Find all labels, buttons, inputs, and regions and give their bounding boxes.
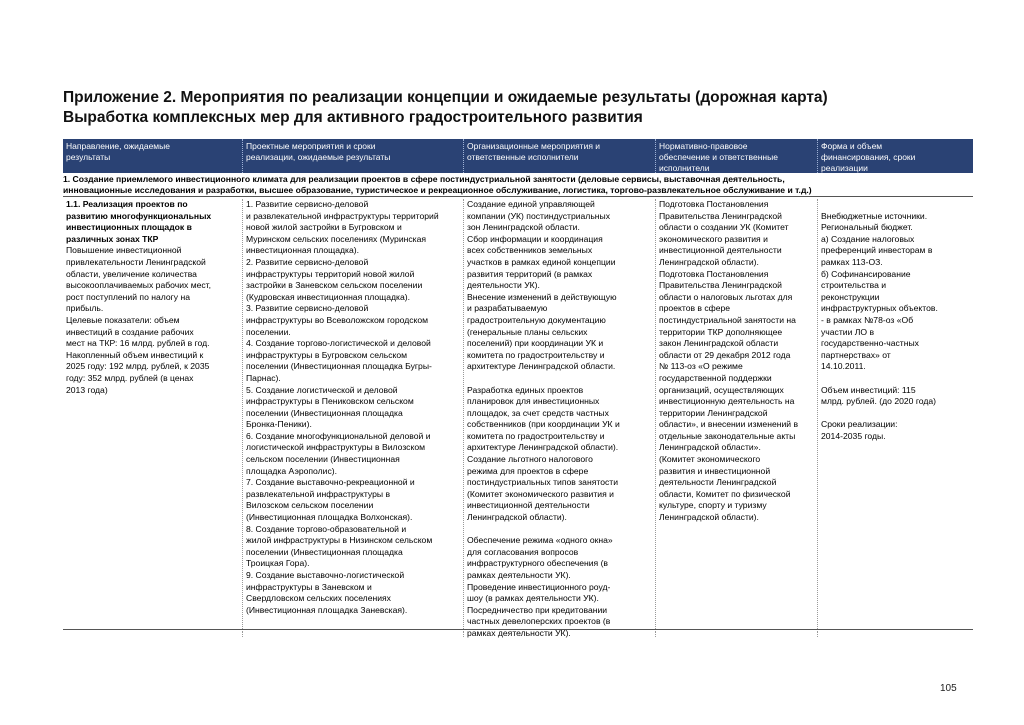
cell-text-line: Создание льготного налогового (467, 454, 593, 465)
header-project-measures (243, 139, 464, 173)
cell-text-line: участков в рамках единой концепции (467, 256, 616, 267)
cell-text-line: режима для проектов в сфере (467, 465, 589, 476)
cell-text-line: высокооплачиваемых рабочих мест, (66, 280, 212, 291)
cell-text-line: собственников (при координации УК и (467, 419, 620, 430)
cell-text-line: области», и внесении изменений в (659, 419, 799, 430)
cell-text-line: Разработка единых проектов (467, 384, 584, 395)
cell-text-line: (Инвестиционная площадка Заневская). (246, 604, 408, 615)
cell-text-line: частных девелоперских проектов (в (467, 616, 611, 627)
cell-text-line: территории ТКР дополняющее (659, 326, 783, 337)
header-text: Нормативно-правовое (659, 141, 748, 151)
cell-text-line: области от 29 декабря 2012 года (659, 349, 791, 360)
cell-text-line: деятельности УК). (467, 280, 540, 291)
header-text: ответственные исполнители (467, 152, 579, 162)
cell-text-line (821, 199, 970, 211)
cell-project-measures (243, 199, 464, 629)
cell-text-line: Подготовка Постановления (659, 199, 769, 209)
cell-text-line: реконструкции (821, 291, 880, 302)
cell-text-line: инфраструктуры в Бугровском сельском (246, 349, 408, 360)
header-organizational-measures (464, 139, 656, 173)
cell-text-line: комитета по градостроительству и (467, 349, 605, 360)
cell-text-line: Бронка-Пеники). (246, 419, 312, 430)
cell-text-line: Проведение инвестиционного роуд- (467, 581, 611, 592)
cell-text-line: (Кудровская инвестиционная площадка). (246, 291, 411, 302)
cell-text-line: инвестиционную деятельность на (659, 396, 795, 407)
cell-text-line: а) Создание налоговых (821, 233, 915, 244)
cell-text-line: 8. Создание торгово-образовательной и (246, 523, 407, 534)
cell-organizational-measures (464, 199, 656, 638)
cell-text-line (821, 408, 970, 420)
cell-financing (818, 199, 973, 629)
cell-text-line: архитектуре Ленинградской области. (467, 361, 616, 372)
cell-text-line: государственной поддержки (659, 372, 772, 383)
cell-text-line: Правительства Ленинградской (659, 210, 782, 221)
cell-text-line: логистической инфраструктуры в Вилозском (246, 442, 426, 453)
cell-text-line: развлекательной инфраструктуры в (246, 488, 391, 499)
header-text: финансирования, сроки (821, 152, 916, 162)
cell-text-line: партнерствах» от (821, 349, 891, 360)
cell-text-line: проектов в сфере (659, 303, 731, 314)
cell-text-line: рамках 113-ОЗ. (821, 256, 883, 267)
cell-text-line: области о создании УК (Комитет (659, 222, 789, 233)
cell-text-line: инвестиционных площадок в (66, 222, 192, 233)
cell-text-line: инфраструктуры в Пениковском сельском (246, 396, 414, 407)
cell-text-line: инфраструктуры территорий новой жилой (246, 268, 415, 279)
cell-text-line: развитию многофункциональных (66, 210, 212, 221)
cell-text-line: площадка Аэрополис). (246, 465, 337, 476)
cell-text-line: области, Комитет по физической (659, 488, 791, 499)
cell-text-line: году: 352 млрд. рублей (в ценах (66, 372, 194, 383)
cell-text-line: поселении (Инвестиционная площадка Бугры- (246, 361, 432, 372)
cell-text-line: Троицкая Гора). (246, 558, 310, 569)
cell-text-line: Внесение изменений в действующую (467, 291, 617, 302)
cell-text-line: Ленинградской области). (467, 512, 567, 523)
cell-text-line: области, увеличение количества (66, 268, 197, 279)
cell-text-line: инфраструктурных объектов. (821, 303, 938, 314)
cell-text-line: Повышение инвестиционной (66, 245, 182, 256)
header-text: результаты (66, 152, 111, 162)
header-financing (818, 139, 973, 173)
cell-text-line: поселении (Инвестиционная площадка (246, 407, 403, 418)
cell-text-line: Ленинградской области». (659, 442, 761, 453)
cell-text-line: инвестиционной деятельности (659, 245, 782, 256)
page-subtitle: Выработка комплексных мер для активного градостроительного развития (63, 109, 643, 126)
cell-text-line: и разрабатываемую (467, 303, 548, 314)
cell-text-line: новой жилой застройки в Бугровском и (246, 222, 402, 233)
cell-text-line: 5. Создание логистической и деловой (246, 384, 398, 395)
cell-text-line: области о налоговых льготах для (659, 291, 793, 302)
cell-text-line: рамках деятельности УК). (467, 627, 571, 638)
cell-text-line: инфраструктуры в Заневском и (246, 581, 372, 592)
cell-text-line: Сроки реализации: (821, 419, 898, 430)
cell-text-line: Свердловском сельских поселениях (246, 593, 391, 604)
cell-text-line: и развлекательной инфраструктуры территорий (246, 210, 439, 221)
cell-text-line: (генеральные планы сельских (467, 326, 588, 337)
cell-text-line: Региональный бюджет. (821, 222, 913, 233)
cell-text-line: зон Ленинградской области. (467, 222, 580, 233)
cell-text-line: планировок для инвестиционных (467, 396, 600, 407)
cell-text-line: поселений) при координации УК и (467, 338, 604, 349)
cell-text-line: жилой инфраструктуры в Низинском сельском (246, 535, 433, 546)
section-heading-line: 1. Создание приемлемого инвестиционного климата для реализации проектов в сфере постиндустриальной занятости (деловые сервисы, выставочная деятельность, (63, 174, 785, 184)
cell-text-line: млрд. рублей. (до 2020 года) (821, 396, 937, 407)
cell-text-line: развития территорий (в рамках (467, 268, 593, 279)
cell-text-line: 2013 года) (66, 384, 108, 395)
cell-text-line: Внебюджетные источники. (821, 210, 928, 221)
cell-text-line: Ленинградской области). (659, 512, 759, 523)
cell-text-line: Ленинградской области). (659, 256, 759, 267)
cell-text-line: привлекательности Ленинградской (66, 256, 206, 267)
cell-text-line: инфраструктуры во Всеволожском городском (246, 314, 429, 325)
cell-text-line: государственно-частных (821, 338, 919, 349)
header-direction (63, 139, 243, 173)
cell-text-line: 6. Создание многофункциональной деловой и (246, 430, 431, 441)
cell-text-line (467, 524, 652, 536)
cell-text-line: поселении. (246, 326, 291, 337)
cell-text-line: мест на ТКР: 16 млрд. рублей в год. (66, 338, 210, 349)
cell-text-line: рамках деятельности УК). (467, 570, 571, 580)
cell-text-line: застройки в Заневском сельском поселении (246, 280, 423, 291)
cell-text-line: (Комитет экономического развития и (467, 488, 614, 499)
header-text: Направление, ожидаемые (66, 141, 170, 151)
cell-text-line: участии ЛО в (821, 326, 875, 337)
cell-direction (63, 199, 243, 629)
cell-text-line: сельском поселении (Инвестиционная (246, 454, 400, 465)
page-number: 105 (940, 683, 957, 694)
section-heading (63, 174, 973, 197)
cell-text-line: рост поступлений по налогу на (66, 291, 191, 302)
header-legal-support (656, 139, 818, 173)
cell-text-line (821, 373, 970, 385)
cell-text-line: инвестиционная площадка). (246, 245, 360, 256)
cell-text-line: 9. Создание выставочно-логистической (246, 570, 405, 580)
cell-text-line: архитектуре Ленинградской области). (467, 442, 619, 453)
cell-text-line: различных зонах ТКР (66, 233, 159, 244)
cell-text-line: 3. Развитие сервисно-деловой (246, 303, 369, 314)
cell-text-line: б) Софинансирование (821, 268, 911, 279)
cell-text-line: (Комитет экономического (659, 454, 761, 465)
cell-text-line: Накопленный объем инвестиций к (66, 349, 204, 360)
table-row (63, 199, 973, 638)
cell-text-line: 1.1. Реализация проектов по (66, 199, 188, 209)
table-header-row (63, 139, 973, 173)
cell-text-line: 7. Создание выставочно-рекреационной и (246, 477, 415, 488)
header-text: Форма и объем (821, 141, 883, 151)
cell-text-line: Сбор информации и координация (467, 233, 603, 244)
cell-text-line: 2. Развитие сервисно-деловой (246, 256, 369, 267)
cell-text-line: № 113-оз «О режиме (659, 361, 743, 372)
cell-text-line: экономического развития и (659, 233, 768, 244)
cell-text-line: инфраструктурного обеспечения (в (467, 558, 608, 569)
header-text: исполнители (659, 163, 710, 173)
cell-text-line (467, 373, 652, 385)
cell-text-line: 4. Создание торгово-логистической и деловой (246, 338, 431, 349)
cell-text-line: развития и инвестиционной (659, 465, 771, 476)
section-heading-line: инновационные исследования и разработки, высшее образование, туристическое и рекреационное обслуживание, логистика, торгово-развлекательное обслуживание и т.д.) (63, 185, 812, 195)
cell-text-line: для согласования вопросов (467, 546, 579, 557)
cell-text-line: 14.10.2011. (821, 361, 866, 372)
cell-text-line: градостроительную документацию (467, 314, 606, 325)
cell-text-line: инвестиций в создание рабочих (66, 326, 194, 337)
header-text: реализации (821, 163, 868, 173)
cell-text-line: - в рамках №78-оз «Об (821, 314, 914, 325)
page-title: Приложение 2. Мероприятия по реализации концепции и ожидаемые результаты (дорожная карта) (63, 89, 828, 106)
cell-text-line: компании (УК) постиндустриальных (467, 210, 611, 221)
table-footer-rule (63, 631, 973, 637)
cell-text-line: поселении (Инвестиционная площадка (246, 546, 403, 557)
cell-text-line: всех собственников земельных (467, 245, 593, 256)
cell-text-line: 1. Развитие сервисно-деловой (246, 199, 369, 209)
header-text: реализации, ожидаемые результаты (246, 152, 391, 162)
cell-legal-support (656, 199, 818, 629)
cell-text-line: преференций инвесторам в (821, 245, 933, 256)
cell-text-line: комитета по градостроительству и (467, 430, 605, 441)
cell-text-line: постиндустриальной занятости на (659, 314, 796, 325)
cell-text-line: Парнас). (246, 372, 281, 383)
header-text: Организационные мероприятия и (467, 141, 601, 151)
cell-text-line: территории Ленинградской (659, 407, 768, 418)
cell-text-line: Правительства Ленинградской (659, 280, 782, 291)
cell-text-line: инвестиционной деятельности (467, 500, 590, 511)
cell-text-line: Обеспечение режима «одного окна» (467, 535, 613, 546)
page-titles (63, 88, 983, 128)
cell-text-line: строительства и (821, 280, 887, 291)
cell-text-line: шоу (в рамках деятельности УК). (467, 593, 599, 604)
cell-text-line: (Инвестиционная площадка Волхонская). (246, 512, 413, 523)
cell-text-line: Вилозском сельском поселении (246, 500, 374, 511)
header-text: Проектные мероприятия и сроки (246, 141, 376, 151)
cell-text-line: площадок, за счет средств частных (467, 407, 609, 418)
cell-text-line: 2014-2035 годы. (821, 430, 886, 441)
cell-text-line: Подготовка Постановления (659, 268, 769, 279)
cell-text-line: Муринском сельских поселениях (Муринская (246, 233, 427, 244)
cell-text-line: культуре, спорту и туризму (659, 500, 767, 511)
header-text: обеспечение и ответственные (659, 152, 778, 162)
cell-text-line: закон Ленинградской области (659, 338, 779, 349)
cell-text-line: Посредничество при кредитовании (467, 604, 608, 615)
cell-text-line: постиндустриальных типов занятости (467, 477, 619, 488)
cell-text-line: Целевые показатели: объем (66, 314, 180, 325)
cell-text-line: деятельности Ленинградской (659, 477, 777, 488)
cell-text-line: организаций, осуществляющих (659, 384, 784, 395)
cell-text-line: Создание единой управляющей (467, 199, 595, 209)
cell-text-line: Объем инвестиций: 115 (821, 384, 916, 395)
cell-text-line: прибыль. (66, 303, 104, 314)
cell-text-line: отдельные законодательные акты (659, 430, 796, 441)
cell-text-line: 2025 году: 192 млрд. рублей, к 2035 (66, 361, 210, 372)
